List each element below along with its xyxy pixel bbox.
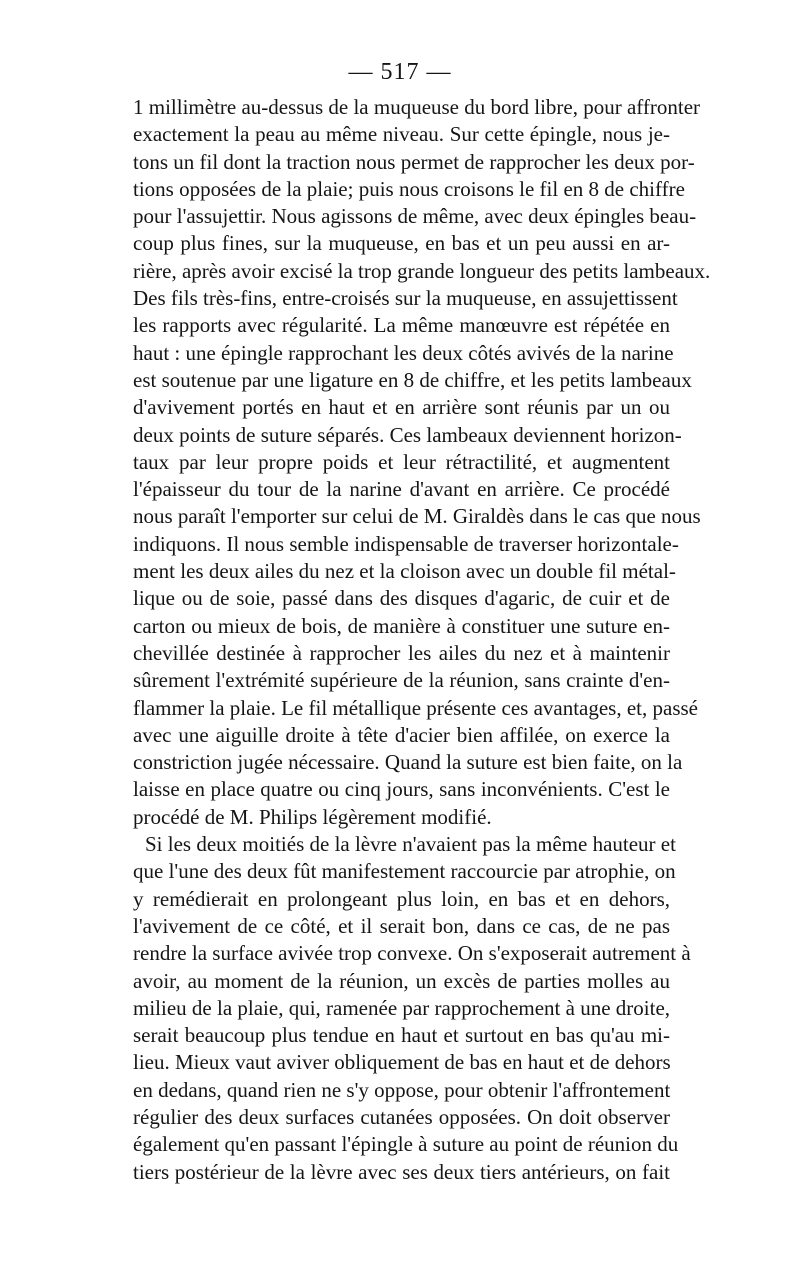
text-line: flammer la plaie. Le fil métallique présente ces avantages, et, passé: [133, 695, 699, 720]
text-line: 1 millimètre au-dessus de la muqueuse du bord libre, pour affronter: [133, 95, 701, 119]
text-line: Si les deux moitiés de la lèvre n'avaient pas la même hauteur et: [145, 832, 676, 857]
text-line: lique ou de soie, passé dans des disques d'agaric, de cuir et de: [133, 586, 670, 611]
text-line: rendre la surface avivée trop convexe. On s'exposerait autrement à: [133, 941, 691, 966]
text-line: serait beaucoup plus tendue en haut et surtout en bas qu'au mi-: [133, 1023, 670, 1048]
text-line: constriction jugée nécessaire. Quand la suture est bien faite, on la: [133, 750, 683, 775]
text-line: régulier des deux surfaces cutanées opposées. On doit observer: [133, 1104, 670, 1129]
text-line: également qu'en passant l'épingle à suture au point de réunion du: [133, 1132, 679, 1157]
text-line: l'avivement de ce côté, et il serait bon, dans ce cas, de ne pas: [133, 913, 670, 938]
paragraph-2: [133, 831, 691, 1186]
text-line: avec une aiguille droite à tête d'acier bien affilée, on exerce la: [133, 722, 670, 747]
text-line: carton ou mieux de bois, de manière à constituer une suture en-: [133, 613, 670, 638]
text-line: procédé de M. Philips légèrement modifié.: [133, 804, 492, 829]
text-line: haut : une épingle rapprochant les deux côtés avivés de la narine: [133, 340, 674, 365]
text-line: tions opposées de la plaie; puis nous croisons le fil en 8 de chiffre: [133, 176, 685, 201]
text-line: deux points de suture séparés. Ces lambeaux deviennent horizon-: [133, 422, 682, 447]
text-line: Des fils très-fins, entre-croisés sur la muqueuse, en assujettissent: [133, 286, 678, 311]
body-text: [133, 94, 711, 1186]
paragraph-1: [133, 94, 711, 831]
text-line: l'épaisseur du tour de la narine d'avant en arrière. Ce procédé: [133, 477, 670, 502]
text-line: d'avivement portés en haut et en arrière sont réunis par un ou: [133, 395, 670, 420]
text-line: lieu. Mieux vaut aviver obliquement de bas en haut et de dehors: [133, 1050, 671, 1075]
text-line: ment les deux ailes du nez et la cloison avec un double fil métal-: [133, 559, 676, 584]
text-line: que l'une des deux fût manifestement raccourcie par atrophie, on: [133, 859, 676, 884]
text-line: nous paraît l'emporter sur celui de M. Giraldès dans le cas que nous: [133, 504, 701, 529]
text-line: les rapports avec régularité. La même manœuvre est répétée en: [133, 313, 670, 338]
text-line: tons un fil dont la traction nous permet de rapprocher les deux por-: [133, 149, 695, 174]
text-line: exactement la peau au même niveau. Sur cette épingle, nous je-: [133, 122, 670, 147]
text-line: indiquons. Il nous semble indispensable de traverser horizontale-: [133, 531, 679, 556]
text-line: laisse en place quatre ou cinq jours, sans inconvénients. C'est le: [133, 777, 670, 802]
text-line: coup plus fines, sur la muqueuse, en bas et un peu aussi en ar-: [133, 231, 670, 256]
text-line: rière, après avoir excisé la trop grande longueur des petits lambeaux.: [133, 258, 711, 283]
text-line: chevillée destinée à rapprocher les ailes du nez et à maintenir: [133, 640, 670, 665]
text-line: en dedans, quand rien ne s'y oppose, pour obtenir l'affrontement: [133, 1077, 671, 1102]
text-line: tiers postérieur de la lèvre avec ses deux tiers antérieurs, on fait: [133, 1159, 670, 1184]
page-number: — 517 —: [348, 59, 452, 85]
text-line: taux par leur propre poids et leur rétractilité, et augmentent: [133, 449, 670, 474]
text-line: est soutenue par une ligature en 8 de chiffre, et les petits lambeaux: [133, 367, 692, 392]
text-line: pour l'assujettir. Nous agissons de même, avec deux épingles beau-: [133, 204, 697, 229]
text-line: avoir, au moment de la réunion, un excès de parties molles au: [133, 968, 670, 993]
text-line: sûrement l'extrémité supérieure de la réunion, sans crainte d'en-: [133, 668, 670, 693]
text-line: milieu de la plaie, qui, ramenée par rapprochement à une droite,: [133, 995, 671, 1020]
text-line: y remédierait en prolongeant plus loin, en bas et en dehors,: [133, 886, 670, 911]
